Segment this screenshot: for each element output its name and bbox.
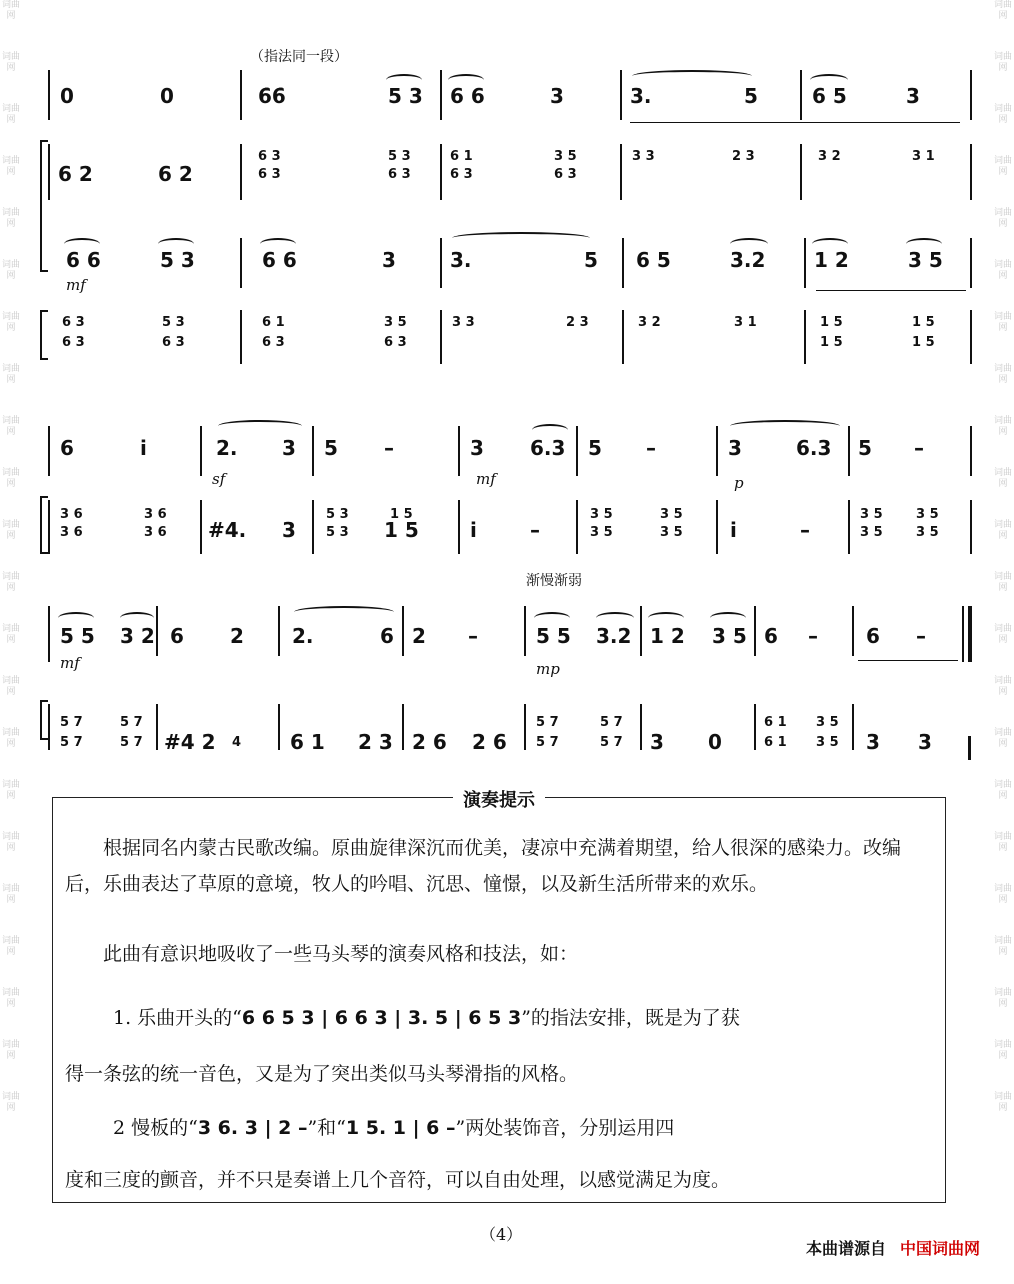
- notes-paragraph-4-cont: 度和三度的颤音，并不只是奏谱上几个音符，可以自由处理，以感觉满足为度。: [65, 1169, 731, 1191]
- source-site-link[interactable]: 中国词曲网: [899, 1239, 980, 1258]
- note: 3: [382, 248, 396, 272]
- note: 1 5: [912, 335, 935, 350]
- dynamic-mark: mf: [60, 654, 80, 672]
- note: 6: [380, 624, 394, 648]
- note: 1 2: [814, 248, 849, 272]
- note: 5 7: [60, 715, 83, 730]
- note: 3 5: [590, 525, 613, 540]
- note: 3.2: [596, 624, 632, 648]
- note: 5 7: [120, 735, 143, 750]
- note: 1 5: [384, 518, 419, 542]
- note: 6 3: [162, 335, 185, 350]
- note: 6.3: [796, 436, 832, 460]
- note: 3 2: [120, 624, 155, 648]
- dynamic-mark: sf: [212, 470, 226, 488]
- note: 3 5: [660, 525, 683, 540]
- note: 0: [160, 84, 174, 108]
- note: 3 5: [908, 248, 943, 272]
- note: 6.3: [530, 436, 566, 460]
- note: 3 5: [860, 507, 883, 522]
- note: 5 7: [600, 735, 623, 750]
- tempo-annotation: 渐慢渐弱: [526, 573, 582, 589]
- note: 6: [60, 436, 74, 460]
- note: 6 5: [636, 248, 671, 272]
- note: 6 5: [812, 84, 847, 108]
- note: 3: [918, 730, 932, 754]
- notes-paragraph-2: 此曲有意识地吸收了一些马头琴的演奏风格和技法，如：: [103, 943, 579, 965]
- note: 6 1: [764, 735, 787, 750]
- note: 2 3: [358, 730, 393, 754]
- note: 6 2: [58, 162, 93, 186]
- note: –: [646, 436, 656, 460]
- notation-excerpt: 6 6 5 3 | 6 6 3 | 3. 5 | 6 5 3: [241, 1007, 522, 1029]
- note: 6 3: [62, 335, 85, 350]
- note: 2.: [216, 436, 238, 460]
- note: 1 5: [820, 315, 843, 330]
- note: 6 3: [450, 167, 473, 182]
- note: 2: [230, 624, 244, 648]
- note: 2 3: [566, 315, 589, 330]
- notes-paragraph-3: 1. 乐曲开头的“6 6 5 3 | 6 6 3 | 3. 5 | 6 5 3”的指法安排，既是为了获: [113, 1007, 740, 1029]
- performance-notes-box: [52, 790, 946, 1203]
- note: 4: [232, 735, 242, 750]
- note: 3 2: [638, 315, 661, 330]
- note: i: [730, 518, 737, 542]
- note: 3 5: [916, 507, 939, 522]
- note: 6 3: [388, 167, 411, 182]
- source-credit: [806, 1236, 980, 1259]
- note: 2 3: [732, 149, 755, 164]
- note: 1 5: [820, 335, 843, 350]
- note: 5 7: [600, 715, 623, 730]
- note: 6 3: [384, 335, 407, 350]
- note: 3.: [630, 84, 652, 108]
- note: 1 2: [650, 624, 685, 648]
- note: 6: [866, 624, 880, 648]
- note: 5 3: [388, 149, 411, 164]
- note: 5: [744, 84, 758, 108]
- note: 5 7: [536, 735, 559, 750]
- note: 6: [170, 624, 184, 648]
- source-label: 本曲谱源自: [805, 1239, 886, 1258]
- note: 3 5: [660, 507, 683, 522]
- note: 5 7: [60, 735, 83, 750]
- note: 3.: [450, 248, 472, 272]
- note: 5: [584, 248, 598, 272]
- note: –: [914, 436, 924, 460]
- note: 5 3: [160, 248, 195, 272]
- note: 3 2: [818, 149, 841, 164]
- note: 6 3: [258, 149, 281, 164]
- note: 5: [588, 436, 602, 460]
- note: 3: [550, 84, 564, 108]
- note: 1 5: [390, 507, 413, 522]
- note: 6 3: [554, 167, 577, 182]
- note: #4.: [208, 518, 247, 542]
- note: 3 3: [632, 149, 655, 164]
- note: i: [140, 436, 147, 460]
- note: –: [808, 624, 818, 648]
- note: 6 3: [258, 167, 281, 182]
- note: –: [468, 624, 478, 648]
- note: 3: [282, 518, 296, 542]
- note: 6 1: [262, 315, 285, 330]
- note: 6 1: [290, 730, 325, 754]
- notes-paragraph-1: 根据同名内蒙古民歌改编。原曲旋律深沉而优美，凄凉中充满着期望，给人很深的感染力。改编后，乐曲表达了草原的意境，牧人的吟唱、沉思、憧憬，以及新生活所带来的欢乐。: [65, 837, 902, 895]
- note: 5 5: [536, 624, 571, 648]
- note: 3 6: [60, 525, 83, 540]
- notes-paragraph-3-cont: 得一条弦的统一音色，又是为了突出类似马头琴滑指的风格。: [65, 1063, 579, 1085]
- note: 6 3: [262, 335, 285, 350]
- note: 3 5: [384, 315, 407, 330]
- note: 3 5: [916, 525, 939, 540]
- note: 2 6: [472, 730, 507, 754]
- note: 3: [650, 730, 664, 754]
- note: 5: [324, 436, 338, 460]
- note: 0: [708, 730, 722, 754]
- note: #4 2: [164, 730, 216, 754]
- note: 3: [728, 436, 742, 460]
- note: 3: [866, 730, 880, 754]
- note: 3 5: [816, 735, 839, 750]
- note: 3: [470, 436, 484, 460]
- note: 5 3: [162, 315, 185, 330]
- staff-bracket: [40, 140, 48, 272]
- note: –: [800, 518, 810, 542]
- notes-paragraph-4: 2 慢板的“3 6. 3 | 2 –”和“1 5. 1 | 6 –”两处装饰音，分别运用四: [113, 1117, 675, 1139]
- note: –: [916, 624, 926, 648]
- note: 1 5: [912, 315, 935, 330]
- note: 3 5: [816, 715, 839, 730]
- note: 6: [764, 624, 778, 648]
- note: 0: [60, 84, 74, 108]
- note: 2: [412, 624, 426, 648]
- dynamic-mark: p: [734, 474, 744, 492]
- note: i: [470, 518, 477, 542]
- fingering-annotation: （指法同一段）: [250, 49, 348, 65]
- note: 6̇6̇: [258, 84, 286, 108]
- page-number: （4）: [480, 1225, 523, 1244]
- note: 6 6: [66, 248, 101, 272]
- note: 2 6: [412, 730, 447, 754]
- watermark-left: 词曲网 词曲网 词曲网 词曲网 词曲网 词曲网 词曲网 词曲网 词曲网 词曲网 词曲网 词曲网 词曲网 词曲网 词曲网 词曲网 词曲网 词曲网 词曲网 词曲网 词曲网 词曲网: [2, 0, 20, 1113]
- note: 6 6: [262, 248, 297, 272]
- note: 3 3: [452, 315, 475, 330]
- staff-bracket: [40, 310, 48, 360]
- note: 2.: [292, 624, 314, 648]
- note: 3 5: [712, 624, 747, 648]
- note: 3 6: [60, 507, 83, 522]
- note: 5: [858, 436, 872, 460]
- staff-bracket: [40, 496, 48, 554]
- note: 3 6: [144, 507, 167, 522]
- note: 6 2: [158, 162, 193, 186]
- note: 3 5: [860, 525, 883, 540]
- note: 3 5: [590, 507, 613, 522]
- note: 6 6: [450, 84, 485, 108]
- notation-excerpt: 3 6. 3 | 2 –: [197, 1117, 308, 1139]
- note: 6 1: [450, 149, 473, 164]
- note: 5 7: [536, 715, 559, 730]
- note: 5 5: [60, 624, 95, 648]
- watermark-right: 词曲网 词曲网 词曲网 词曲网 词曲网 词曲网 词曲网 词曲网 词曲网 词曲网 词曲网 词曲网 词曲网 词曲网 词曲网 词曲网 词曲网 词曲网 词曲网 词曲网 词曲网 词曲网: [994, 0, 1012, 1113]
- note: 3.2: [730, 248, 766, 272]
- note: 5 7: [120, 715, 143, 730]
- note: 3: [906, 84, 920, 108]
- staff-bracket: [40, 700, 48, 740]
- note: 5 3: [388, 84, 423, 108]
- note: 3 1: [912, 149, 935, 164]
- note: 6 1: [764, 715, 787, 730]
- dynamic-mark: mf: [66, 276, 86, 294]
- dynamic-mark: mp: [536, 660, 560, 678]
- dynamic-mark: mf: [476, 470, 496, 488]
- note: –: [384, 436, 394, 460]
- note: 3 6: [144, 525, 167, 540]
- note: 3: [282, 436, 296, 460]
- notation-excerpt: 1 5. 1 | 6 –: [345, 1117, 456, 1139]
- performance-notes-title: 演奏提示: [53, 786, 945, 812]
- note: –: [530, 518, 540, 542]
- note: 3 1: [734, 315, 757, 330]
- note: 5 3: [326, 525, 349, 540]
- note: 5 3: [326, 507, 349, 522]
- note: 3 5: [554, 149, 577, 164]
- note: 6 3: [62, 315, 85, 330]
